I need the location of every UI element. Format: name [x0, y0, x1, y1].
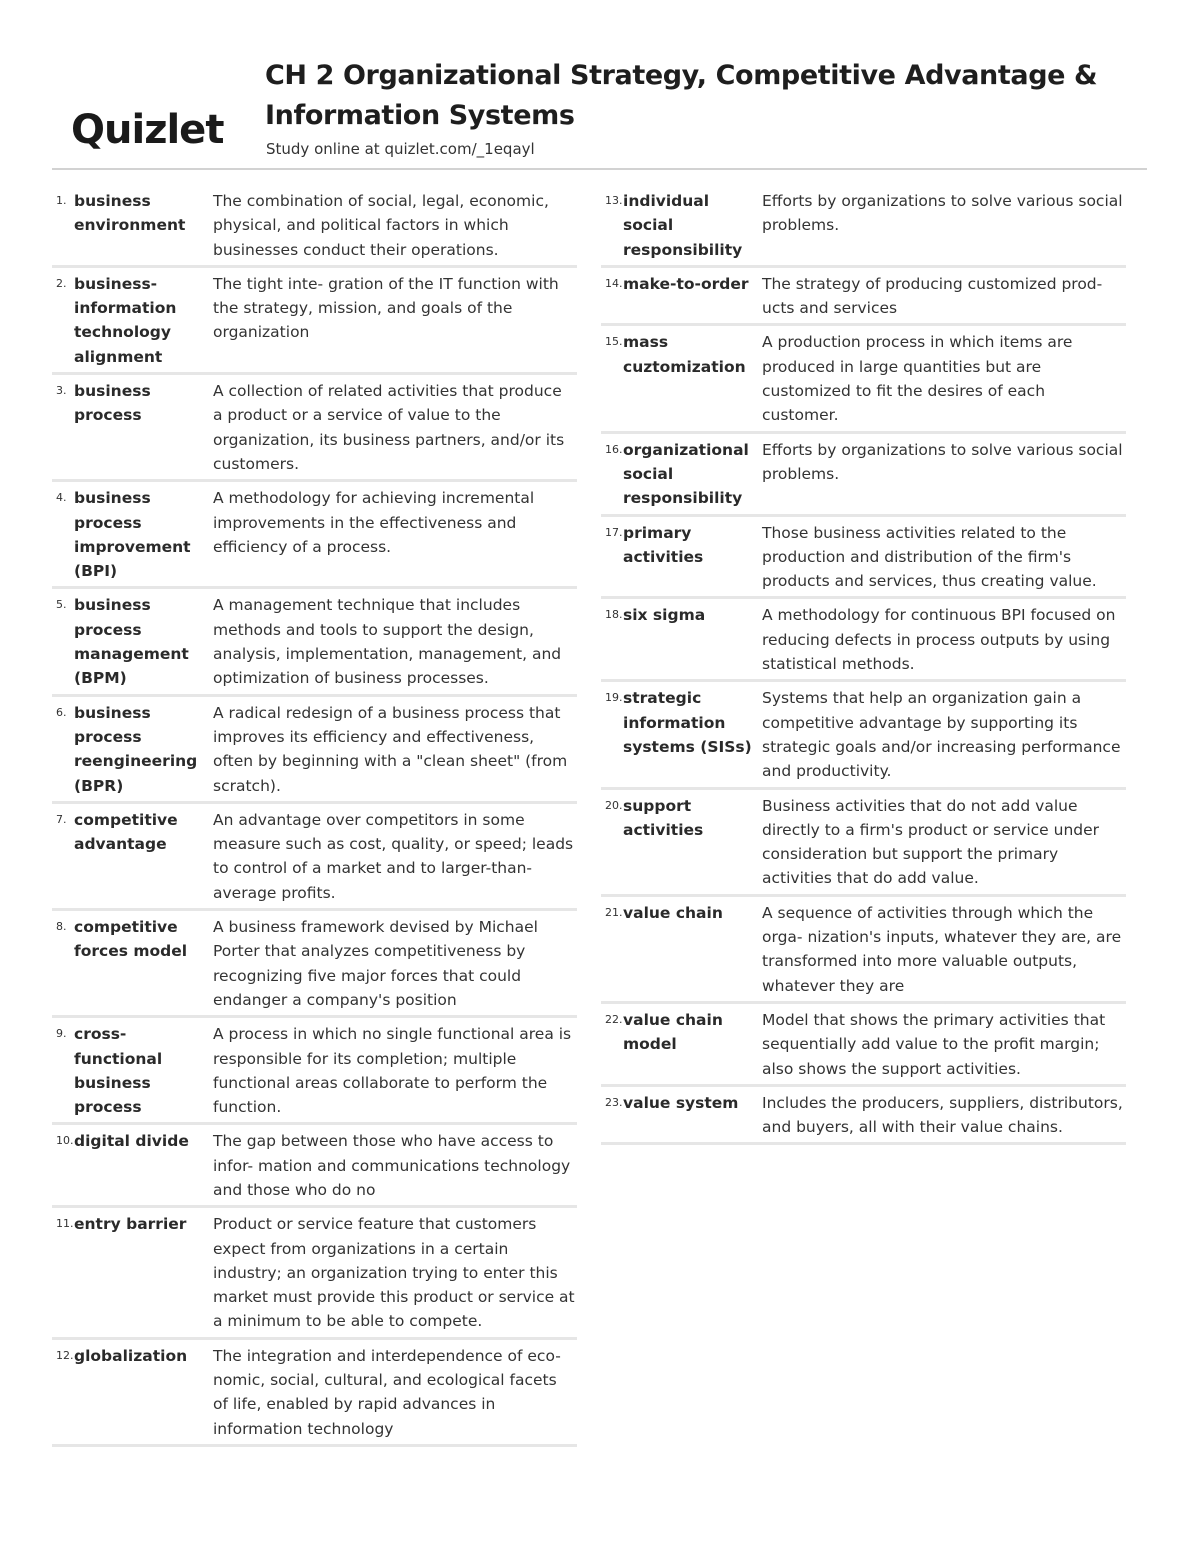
term-definition: Those business activities related to the production and distribution of the firm's products and services, thus creating value. — [762, 523, 1097, 591]
term-number: 4. — [56, 491, 67, 505]
term-definition: The integration and interdependence of eco- nomic, social, cultural, and ecological facets of life, enabled by rapid advances in information technology — [213, 1346, 561, 1438]
term-number: 11. — [56, 1217, 74, 1231]
term-name: individual social responsibility — [623, 192, 743, 259]
term-number: 13. — [605, 194, 623, 207]
term-definition: A process in which no single functional area is responsible for its completion; multiple functional areas collaborate to perform the function. — [213, 1025, 572, 1117]
term-row — [52, 1125, 577, 1208]
term-name: mass cuztomization — [623, 333, 746, 376]
term-number: 8. — [56, 920, 67, 934]
term-row — [601, 790, 1126, 897]
term-row — [601, 326, 1126, 433]
term-number: 20. — [605, 798, 623, 812]
term-name: business environment — [74, 192, 186, 235]
term-name: make-to-order — [623, 274, 749, 293]
term-definition: A management technique that includes methods and tools to support the design, analysis, implementation, management, and optimization of business processes. — [213, 596, 562, 688]
term-number: 14. — [605, 276, 623, 290]
term-row — [601, 434, 1126, 517]
term-name: support activities — [623, 796, 704, 839]
term-row — [601, 268, 1126, 327]
term-number: 6. — [56, 705, 67, 719]
term-definition: A radical redesign of a business process that improves its efficiency and effectiveness, often by beginning with a "clean sheet" (from scratch). — [213, 703, 568, 795]
term-row — [601, 1087, 1126, 1146]
term-row — [52, 482, 577, 589]
term-name: entry barrier — [74, 1215, 187, 1234]
term-name: business process improvement (BPI) — [74, 489, 191, 581]
term-name: value chain model — [623, 1010, 723, 1054]
term-name: value system — [623, 1093, 739, 1112]
terms-column-right — [601, 185, 1126, 1145]
term-number: 12. — [56, 1348, 74, 1362]
term-number: 21. — [605, 905, 623, 919]
term-definition: A methodology for continuous BPI focused on reducing defects in process outputs by using statistical methods. — [762, 606, 1116, 674]
term-name: business process — [74, 382, 151, 425]
term-row — [601, 517, 1126, 600]
quizlet-logo[interactable]: Quizlet — [71, 107, 224, 153]
term-number: 19. — [605, 691, 623, 705]
term-number: 16. — [605, 442, 623, 456]
term-definition: Product or service feature that customers expect from organizations in a certain industry; an organization trying to enter this market must provide this product or service at a minimum to be able to compete. — [213, 1215, 575, 1331]
term-definition: A production process in which items are produced in large quantities but are customized to fit the desires of each customer. — [762, 333, 1073, 425]
term-name: competitive advantage — [74, 810, 178, 854]
term-definition: Efforts by organizations to solve various social problems. — [762, 440, 1123, 483]
term-name: primary activities — [623, 523, 704, 566]
term-number: 1. — [56, 194, 67, 207]
term-number: 9. — [56, 1027, 67, 1041]
term-name: competitive forces model — [74, 918, 188, 961]
term-row — [52, 185, 577, 268]
term-name: organizational social responsibility — [623, 440, 749, 508]
term-row — [52, 589, 577, 696]
term-row — [601, 897, 1126, 1004]
term-name: globalization — [74, 1346, 188, 1365]
term-number: 2. — [56, 276, 67, 290]
term-row — [601, 599, 1126, 682]
term-row — [52, 268, 577, 375]
terms-column-left — [52, 185, 577, 1447]
term-name: business process management (BPM) — [74, 596, 189, 688]
term-number: 15. — [605, 335, 623, 349]
term-definition: The strategy of producing customized prod- ucts and services — [762, 274, 1103, 318]
term-name: cross-functional business process — [74, 1025, 163, 1117]
term-name: digital divide — [74, 1132, 189, 1151]
term-number: 17. — [605, 525, 623, 539]
page-title: CH 2 Organizational Strategy, Competitive Advantage & Information Systems — [265, 60, 1098, 131]
term-row — [52, 804, 577, 911]
term-number: 22. — [605, 1012, 623, 1026]
term-definition: Business activities that do not add value directly to a firm's product or service under consideration but support the primary activities that do add value. — [762, 796, 1100, 888]
term-row — [601, 1004, 1126, 1087]
term-number: 7. — [56, 812, 67, 826]
term-definition: Model that shows the primary activities that sequentially add value to the profit margin; also shows the support activities. — [762, 1010, 1106, 1078]
term-name: strategic information systems (SISs) — [623, 689, 752, 756]
term-definition: The gap between those who have access to infor- mation and communications technology and those who do no — [213, 1132, 571, 1199]
term-name: value chain — [623, 903, 723, 922]
term-definition: A business framework devised by Michael Porter that analyzes competitiveness by recognizing five major forces that could endanger a company's position — [213, 918, 538, 1009]
term-name: six sigma — [623, 606, 706, 625]
term-row — [52, 375, 577, 482]
term-row — [52, 1018, 577, 1125]
header-divider — [52, 168, 1147, 170]
term-definition: The combination of social, legal, economic, physical, and political factors in which businesses conduct their operations. — [213, 192, 549, 259]
term-definition: Efforts by organizations to solve various social problems. — [762, 192, 1123, 235]
term-number: 23. — [605, 1095, 623, 1109]
term-definition: Includes the producers, suppliers, distributors, and buyers, all with their value chains. — [762, 1093, 1123, 1137]
term-definition: A collection of related activities that produce a product or a service of value to the organization, its business partners, and/or its customers. — [213, 382, 565, 473]
term-row — [52, 697, 577, 804]
term-number: 3. — [56, 384, 67, 398]
term-definition: A methodology for achieving incremental improvements in the effectiveness and efficiency of a process. — [213, 489, 535, 556]
term-row — [601, 682, 1126, 789]
term-definition: A sequence of activities through which the orga- nization's inputs, whatever they are, are transformed into more valuable outputs, whatever they are — [762, 903, 1122, 995]
term-row — [52, 1340, 577, 1447]
header — [0, 0, 1200, 170]
term-row — [601, 185, 1126, 268]
term-definition: An advantage over competitors in some measure such as cost, quality, or speed; leads to control of a market and to larger-than-average profits. — [213, 810, 574, 902]
term-number: 5. — [56, 598, 67, 612]
term-number: 10. — [56, 1134, 74, 1148]
study-online-link[interactable]: Study online at quizlet.com/_1eqayl — [266, 140, 535, 158]
term-name: business-information technology alignment — [74, 274, 177, 366]
term-name: business process reengineering (BPR) — [74, 703, 198, 795]
term-number: 18. — [605, 608, 623, 622]
term-definition: The tight inte- gration of the IT function with the strategy, mission, and goals of the organization — [213, 274, 559, 342]
term-definition: Systems that help an organization gain a competitive advantage by supporting its strategic goals and/or increasing performance and productivity. — [762, 689, 1121, 781]
term-row — [52, 1208, 577, 1339]
term-row — [52, 911, 577, 1018]
